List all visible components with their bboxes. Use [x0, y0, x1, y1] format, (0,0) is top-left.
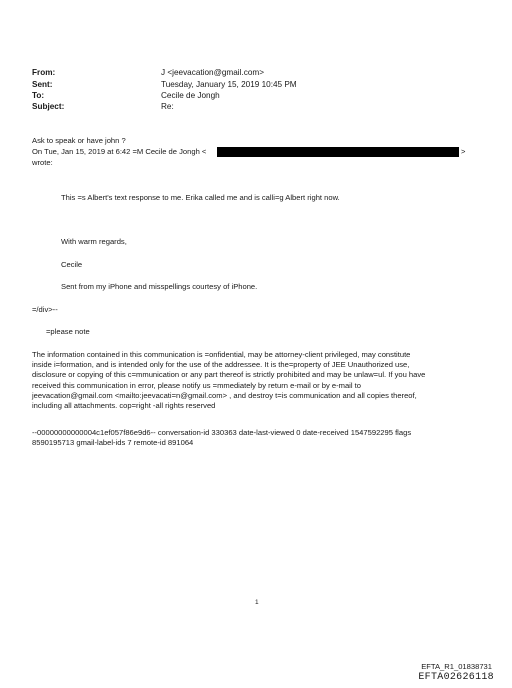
- to-value: Cecile de Jongh: [161, 91, 220, 100]
- sent-label: Sent:: [32, 80, 53, 89]
- please-note: =please note: [46, 327, 90, 336]
- quoted-text: This =s Albert's text response to me. Erika called me and is calli=g Albert right now.: [61, 193, 340, 202]
- message-metadata: [32, 428, 411, 448]
- disclaimer-line: including all attachments. cop=right -all rights reserved: [32, 401, 216, 411]
- disclaimer: [32, 350, 425, 411]
- signature-name: Cecile: [61, 260, 83, 269]
- div-tag-text: =/div>--: [32, 305, 58, 314]
- sent-from-line: Sent from my iPhone and misspellings courtesy of iPhone.: [61, 282, 258, 291]
- subject-label: Subject:: [32, 102, 65, 111]
- bates-number-secondary: EFTA02626118: [418, 672, 494, 683]
- disclaimer-line: jeevacation@gmail.com <mailto:jeevacati=n@gmail.com> , and destroy t=is communication and all copies thereof,: [32, 390, 417, 400]
- disclaimer-line: inside i=formation, and is intended only for the use of the addressee. It is the=property of JEE Unauthorized use,: [32, 360, 410, 370]
- signoff: With warm regards,: [61, 237, 127, 246]
- reply-line: Ask to speak or have john ?: [32, 136, 126, 145]
- quote-header-wrote: wrote:: [32, 158, 53, 167]
- to-label: To:: [32, 91, 45, 100]
- disclaimer-line: disclosure or copying of this c=mmunication or any part thereof is strictly prohibited and may be unlaw=ul. If you have: [32, 370, 426, 380]
- page-number: 1: [255, 599, 259, 606]
- metadata-line: 8590195713 gmail-label-ids 7 remote-id 891064: [32, 438, 194, 448]
- sent-value: Tuesday, January 15, 2019 10:45 PM: [161, 80, 297, 89]
- disclaimer-line: received this communication in error, please notify us =mmediately by return e-mail or by e-mail to: [32, 380, 361, 390]
- from-value: J <jeevacation@gmail.com>: [161, 68, 264, 77]
- from-label: From:: [32, 68, 56, 77]
- quote-header-prefix: On Tue, Jan 15, 2019 at 6:42 =M Cecile de Jongh <: [32, 147, 207, 156]
- bates-number-primary: EFTA_R1_01838731: [421, 662, 492, 671]
- metadata-line: --00000000000004c1ef057f86e9d6-- conversation-id 330363 date-last-viewed 0 date-received 1547592295 flags: [32, 428, 412, 437]
- redaction-bar: [217, 147, 459, 157]
- disclaimer-line: The information contained in this communication is =onfidential, may be attorney-client privileged, may constitute: [32, 350, 411, 359]
- quote-header-suffix: >: [461, 147, 466, 156]
- subject-value: Re:: [161, 102, 174, 111]
